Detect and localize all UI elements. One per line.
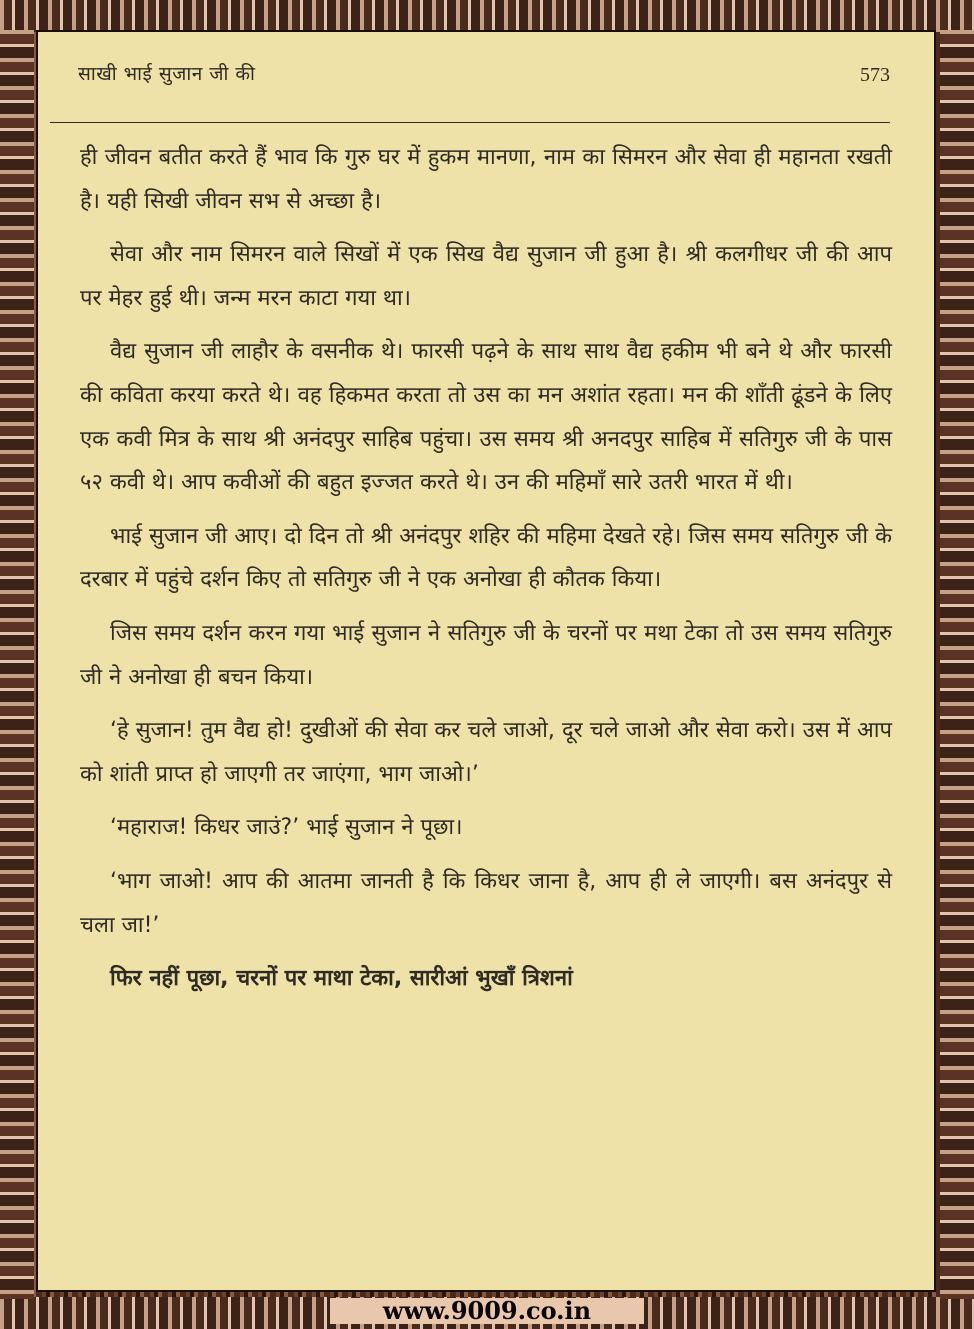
- paragraph: फिर नहीं पूछा, चरनों पर माथा टेका, सारीआं भुखाँ त्रिशनां: [110, 966, 573, 992]
- paragraph: ‘महाराज! किधर जाउं?’ भाई सुजान ने पूछा।: [110, 815, 463, 841]
- border-top: [0, 0, 974, 32]
- border-left: [0, 30, 34, 1299]
- website-watermark[interactable]: www.9009.co.in: [382, 1296, 592, 1325]
- paragraph: ‘भाग जाओ! आप की आतमा जानती है कि किधर जाना है, आप ही ले जाएगी। बस अनंदपुर से चला जा!’: [80, 868, 892, 938]
- paragraph: ‘हे सुजान! तुम वैद्य हो! दुखीओं की सेवा कर चले जाओ, दूर चले जाओ और सेवा करो। उस में आप को शांती प्राप्त हो जाएगी तर जाएंगा, भाग जाओ।’: [80, 718, 892, 787]
- page-body: [80, 136, 892, 1011]
- border-right: [940, 30, 974, 1299]
- paragraph: ही जीवन बतीत करते हैं भाव कि गुरु घर में हुकम मानणा, नाम का सिमरन और सेवा ही महानता रखती है। यही सिखी जीवन सभ से अच्छा है।: [80, 145, 892, 214]
- paragraph: जिस समय दर्शन करन गया भाई सुजान ने सतिगुरु जी के चरनों पर मथा टेका तो उस समय सतिगुरु जी ने अनोखा ही बचन किया।: [80, 620, 892, 690]
- header-rule: [50, 122, 890, 123]
- page-header: [40, 60, 890, 122]
- paragraph: सेवा और नाम सिमरन वाले सिखों में एक सिख वैद्य सुजान जी हुआ है। श्री कलगीधर जी की आप पर मेहर हुई थी। जन्म मरन काटा गया था।: [80, 242, 892, 311]
- paragraph: भाई सुजान जी आए। दो दिन तो श्री अनंदपुर शहिर की महिमा देखते रहे। जिस समय सतिगुरु जी के दरबार में पहुंचे दर्शन किए तो सतिगुरु जी ने एक अनोखा ही कौतक किया।: [80, 523, 892, 593]
- page-number: 573: [860, 64, 890, 86]
- running-head: साखी भाई सुजान जी की: [78, 63, 256, 85]
- paragraph: वैद्य सुजान जी लाहौर के वसनीक थे। फारसी पढ़ने के साथ साथ वैद्य हकीम भी बने थे और फारसी की कविता करया करते थे। वह हिकमत करता तो उस का मन अशांत रहता। मन की शाँती ढूंडने के लिए एक कवी मित्र के साथ श्री अनंदपुर साहिब पहुंचा। उस समय श्री अनदपुर साहिब में सतिगुरु जी के पास ५२ कवी थे। आप कवीओं की बहुत इज्जत करते थे। उन की महिमाँ सारे उतरी भारत में थी।: [80, 339, 892, 496]
